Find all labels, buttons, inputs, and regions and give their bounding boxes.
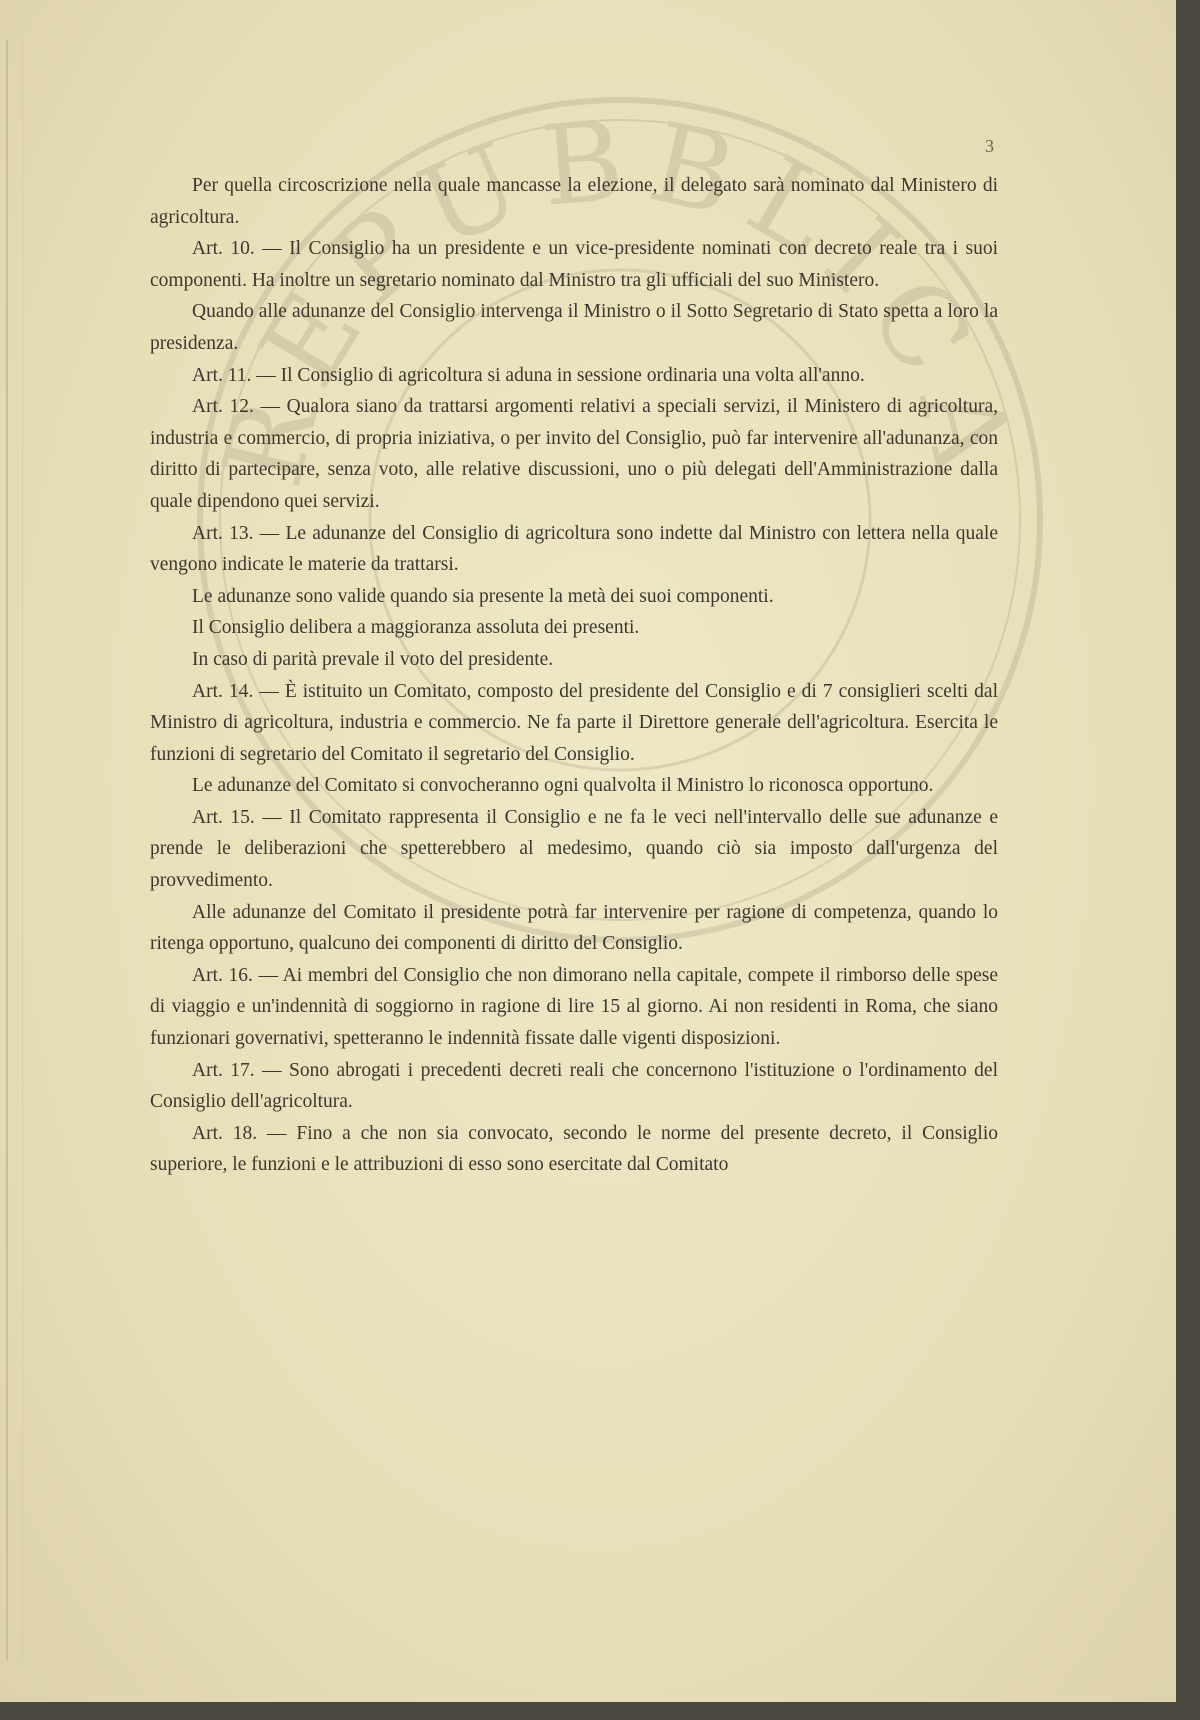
paragraph: Alle adunanze del Comitato il presidente potrà far intervenire per ragione di competenza, quando lo ritenga opportuno, qualcuno dei componenti di diritto del Consiglio. bbox=[150, 901, 998, 955]
scan-border-bottom bbox=[0, 1702, 1200, 1720]
scan-border-right bbox=[1176, 0, 1200, 1720]
paragraph: Il Consiglio delibera a maggioranza assoluta dei presenti. bbox=[192, 617, 640, 639]
page-number: 3 bbox=[985, 136, 994, 156]
paragraph: Quando alle adunanze del Consiglio intervenga il Ministro o il Sotto Segretario di Stato spetta a loro la presidenza. bbox=[150, 301, 998, 354]
paragraph: In caso di parità prevale il voto del presidente. bbox=[192, 648, 554, 670]
article-17: Art. 17. — Sono abrogati i precedenti decreti reali che concernono l'istituzione o l'ordinamento del Consiglio dell'agricoltura. bbox=[150, 1059, 998, 1113]
body-text bbox=[150, 170, 998, 1181]
page-binding-edge bbox=[6, 40, 23, 1660]
article-14: Art. 14. — È istituito un Comitato, composto del presidente del Consiglio e di 7 consiglieri scelti dal Ministro di agricoltura, industria e commercio. Ne fa parte il Direttore generale dell'agricoltura. Esercita le funzioni di segretario del Comitato il segretario del Consiglio. bbox=[150, 680, 998, 765]
article-10: Art. 10. — Il Consiglio ha un presidente e un vice-presidente nominati con decreto reale tra i suoi componenti. Ha inoltre un segretario nominato dal Ministro tra gli ufficiali del suo Ministero. bbox=[150, 238, 998, 291]
article-16: Art. 16. — Ai membri del Consiglio che non dimorano nella capitale, compete il rimborso delle spese di viaggio e un'indennità di soggiorno in ragione di lire 15 al giorno. Ai non residenti in Roma, che siano funzionari governativi, spetteranno le indennità fissate dalle vigenti disposizioni. bbox=[150, 964, 998, 1050]
paragraph: Per quella circoscrizione nella quale mancasse la elezione, il delegato sarà nominato dal Ministero di agricoltura. bbox=[150, 175, 998, 228]
paragraph: Le adunanze del Comitato si convocheranno ogni qualvolta il Ministro lo riconosca opportuno. bbox=[192, 775, 934, 797]
seal-text: REPUBBLICA bbox=[198, 95, 1042, 499]
article-18: Art. 18. — Fino a che non sia convocato, secondo le norme del presente decreto, il Consiglio superiore, le funzioni e le attribuzioni di esso sono esercitate dal Comitato bbox=[150, 1122, 998, 1176]
article-12: Art. 12. — Qualora siano da trattarsi argomenti relativi a speciali servizi, il Ministero di agricoltura, industria e commercio, di propria iniziativa, o per invito del Consiglio, può far intervenire all'adunanza, con diritto di partecipare, senza voto, alle relative discussioni, uno o più delegati dell'Amministrazione dalla quale dipendono quei servizi. bbox=[150, 396, 998, 512]
article-15: Art. 15. — Il Comitato rappresenta il Consiglio e ne fa le veci nell'intervallo delle sue adunanze e prende le deliberazioni che spetterebbero al medesimo, quando ciò sia imposto dall'urgenza del provvedimento. bbox=[150, 806, 998, 892]
article-11: Art. 11. — Il Consiglio di agricoltura si aduna in sessione ordinaria una volta all'anno. bbox=[192, 364, 865, 386]
paragraph: Le adunanze sono valide quando sia presente la metà dei suoi componenti. bbox=[192, 585, 774, 607]
article-13: Art. 13. — Le adunanze del Consiglio di agricoltura sono indette dal Ministro con lettera nella quale vengono indicate le materie da trattarsi. bbox=[150, 522, 998, 576]
